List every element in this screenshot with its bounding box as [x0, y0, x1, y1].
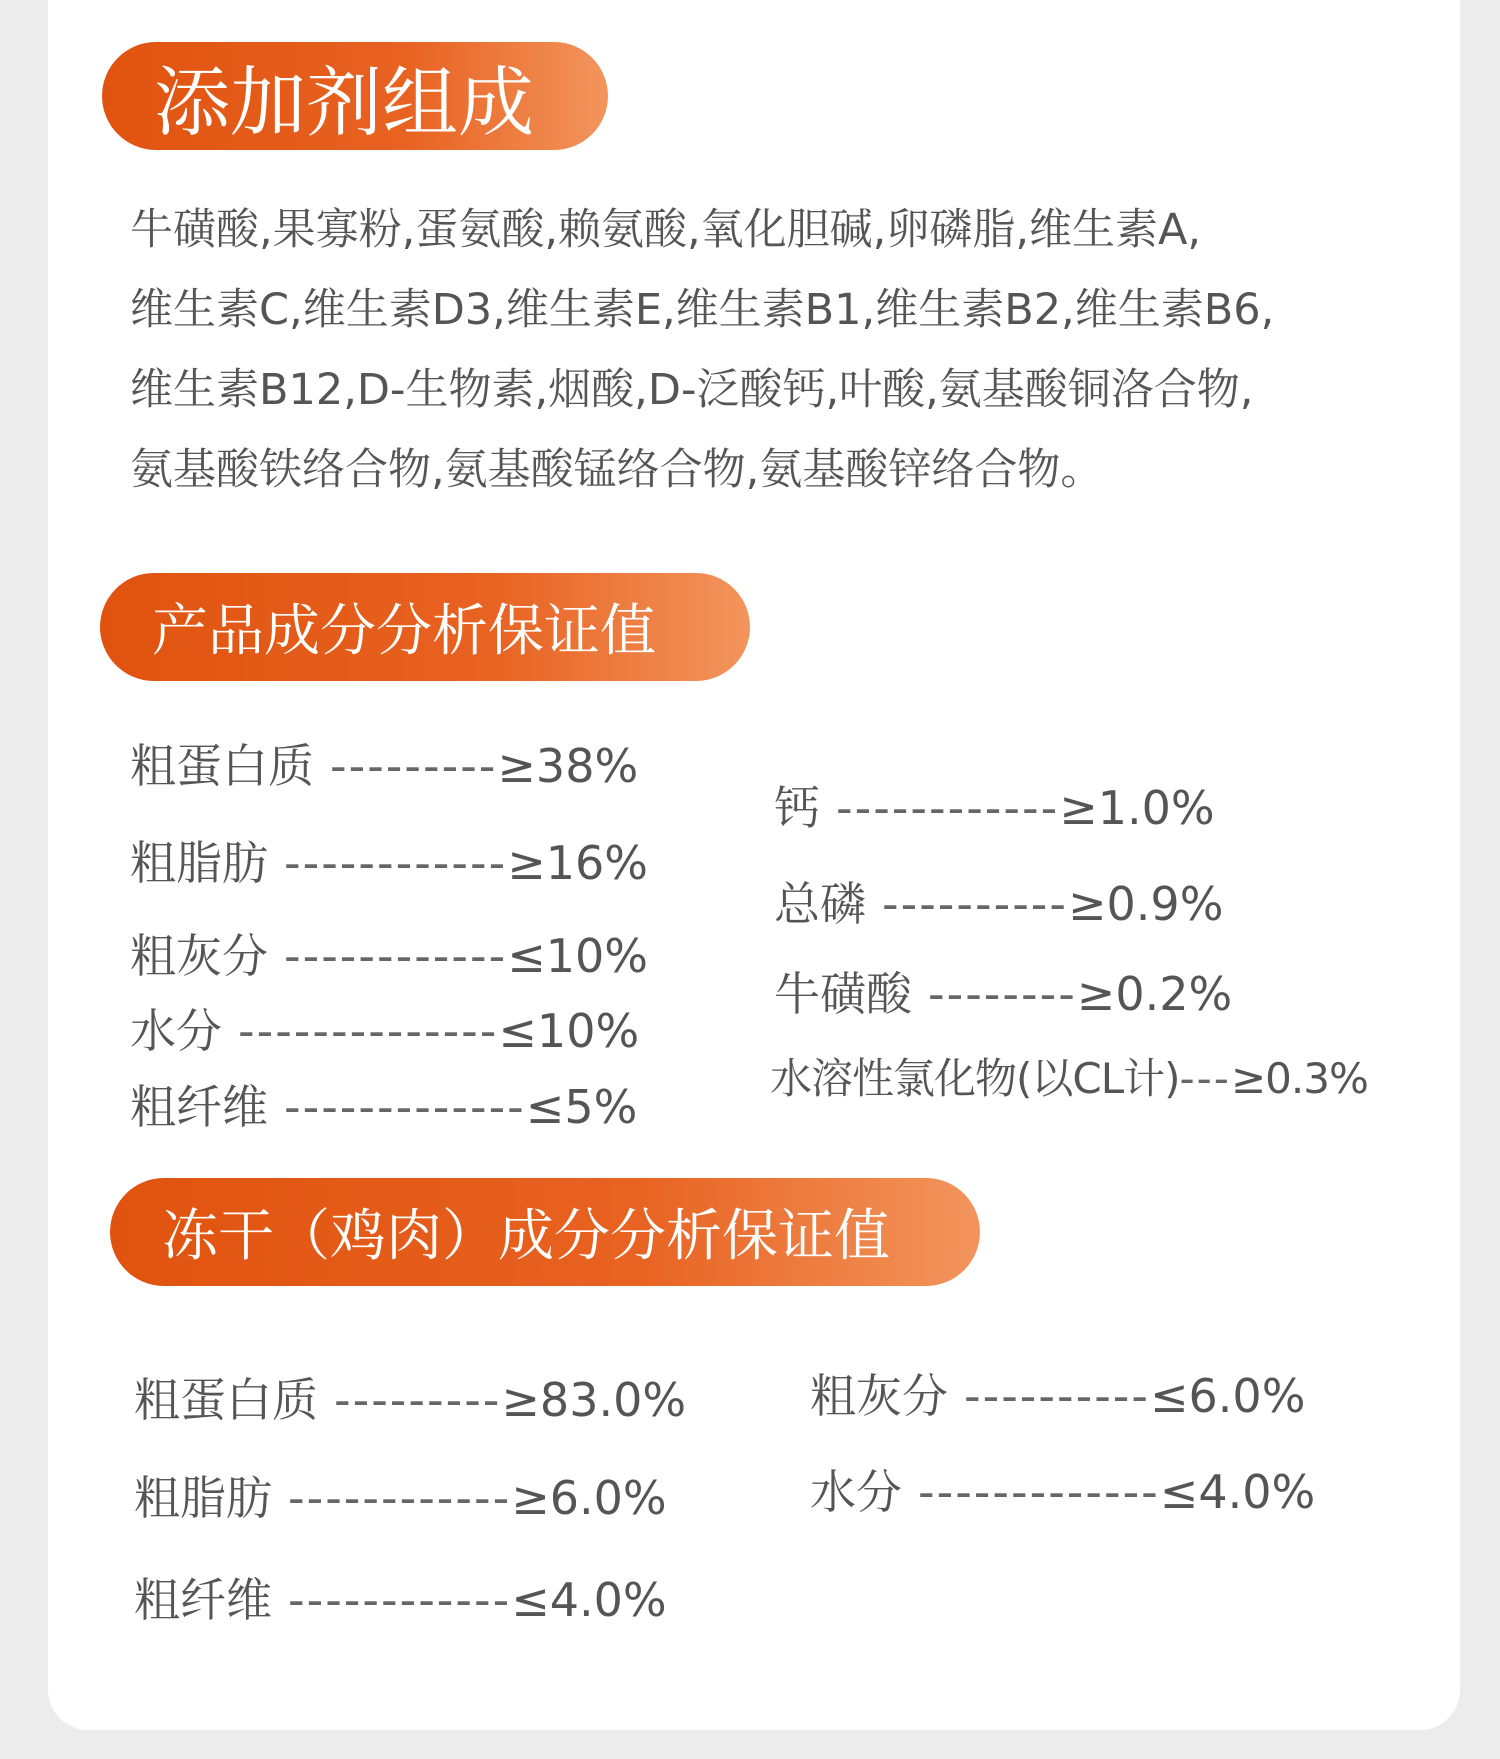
- nutrient-value: ≤4.0%: [511, 1573, 667, 1627]
- product-row-crude-protein: [130, 730, 638, 796]
- nutrient-label: 粗灰分: [130, 929, 268, 983]
- nutrient-label: 粗纤维: [130, 1080, 268, 1134]
- product-row-crude-fat: [130, 827, 648, 893]
- dash-leader: -------------: [918, 1465, 1160, 1519]
- product-row-phosphorus: [774, 868, 1223, 934]
- nutrient-value: ≥6.0%: [511, 1471, 667, 1525]
- nutrient-label: 总磷: [774, 877, 866, 931]
- nutrient-label: 粗蛋白质: [134, 1373, 318, 1427]
- product-row-crude-fiber: [130, 1071, 637, 1137]
- dash-leader: ------------: [288, 1573, 512, 1627]
- product-row-moisture: [130, 995, 639, 1061]
- dash-leader: ------------: [284, 929, 508, 983]
- nutrient-value: ≥16%: [507, 836, 648, 890]
- freeze-dried-row-crude-ash: [810, 1360, 1305, 1426]
- product-row-chloride: [770, 1046, 1368, 1106]
- nutrient-value: ≥0.3%: [1230, 1054, 1368, 1103]
- nutrient-value: ≥0.9%: [1068, 877, 1224, 931]
- dash-leader: ----------: [964, 1369, 1150, 1423]
- product-analysis-title-pill: [100, 573, 750, 681]
- nutrient-label: 钙: [774, 781, 820, 835]
- nutrient-label: 牛磺酸: [774, 967, 912, 1021]
- nutrient-value: ≥1.0%: [1059, 781, 1215, 835]
- nutrient-label: 粗灰分: [810, 1369, 948, 1423]
- freeze-dried-row-moisture: [810, 1456, 1315, 1522]
- ingredients-line: 牛磺酸,果寡粉,蛋氨酸,赖氨酸,氧化胆碱,卵磷脂,维生素A,: [130, 205, 1202, 255]
- dash-leader: ------------: [288, 1471, 512, 1525]
- ingredients-line: 氨基酸铁络合物,氨基酸锰络合物,氨基酸锌络合物。: [130, 445, 1104, 495]
- nutrient-value: ≤6.0%: [1150, 1369, 1306, 1423]
- nutrient-value: ≥38%: [497, 739, 639, 793]
- additives-title-pill: [102, 42, 608, 150]
- product-analysis-title: 产品成分分析保证值: [152, 599, 656, 664]
- product-row-taurine: [774, 958, 1232, 1024]
- nutrient-value: ≤5%: [525, 1080, 638, 1134]
- nutrient-label: 水分: [810, 1465, 902, 1519]
- dash-leader: ----------: [882, 877, 1068, 931]
- nutrient-label: 粗纤维: [134, 1573, 272, 1627]
- dash-leader: ---: [1179, 1054, 1231, 1103]
- dash-leader: -------------: [284, 1080, 526, 1134]
- dash-leader: ---------: [334, 1373, 502, 1427]
- dash-leader: ---------: [330, 739, 498, 793]
- nutrient-label: 粗脂肪: [134, 1471, 272, 1525]
- nutrient-value: ≤4.0%: [1159, 1465, 1316, 1519]
- dash-leader: ------------: [284, 836, 508, 890]
- product-row-crude-ash: [130, 920, 648, 986]
- dash-leader: --------: [928, 967, 1077, 1021]
- ingredients-list: [130, 190, 1430, 510]
- nutrient-label: 粗蛋白质: [130, 739, 314, 793]
- nutrient-label: 水分: [130, 1004, 222, 1058]
- nutrient-label: 粗脂肪: [130, 836, 268, 890]
- ingredients-line: 维生素B12,D-生物素,烟酸,D-泛酸钙,叶酸,氨基酸铜洛合物,: [130, 365, 1254, 415]
- nutrient-value: ≥83.0%: [501, 1373, 687, 1427]
- nutrient-label: 水溶性氯化物(以CL计): [770, 1054, 1180, 1103]
- additives-title: 添加剂组成: [154, 57, 534, 147]
- dash-leader: --------------: [238, 1004, 499, 1058]
- freeze-dried-row-crude-fiber: [134, 1564, 667, 1630]
- freeze-dried-title-pill: [110, 1178, 980, 1286]
- product-row-calcium: [774, 772, 1215, 838]
- freeze-dried-row-crude-protein: [134, 1364, 686, 1430]
- dash-leader: ------------: [836, 781, 1060, 835]
- freeze-dried-row-crude-fat: [134, 1462, 667, 1528]
- nutrient-value: ≤10%: [498, 1004, 640, 1058]
- ingredients-line: 维生素C,维生素D3,维生素E,维生素B1,维生素B2,维生素B6,: [130, 285, 1275, 335]
- nutrient-value: ≥0.2%: [1076, 967, 1233, 1021]
- freeze-dried-title: 冻干（鸡肉）成分分析保证值: [162, 1204, 890, 1269]
- nutrient-value: ≤10%: [507, 929, 648, 983]
